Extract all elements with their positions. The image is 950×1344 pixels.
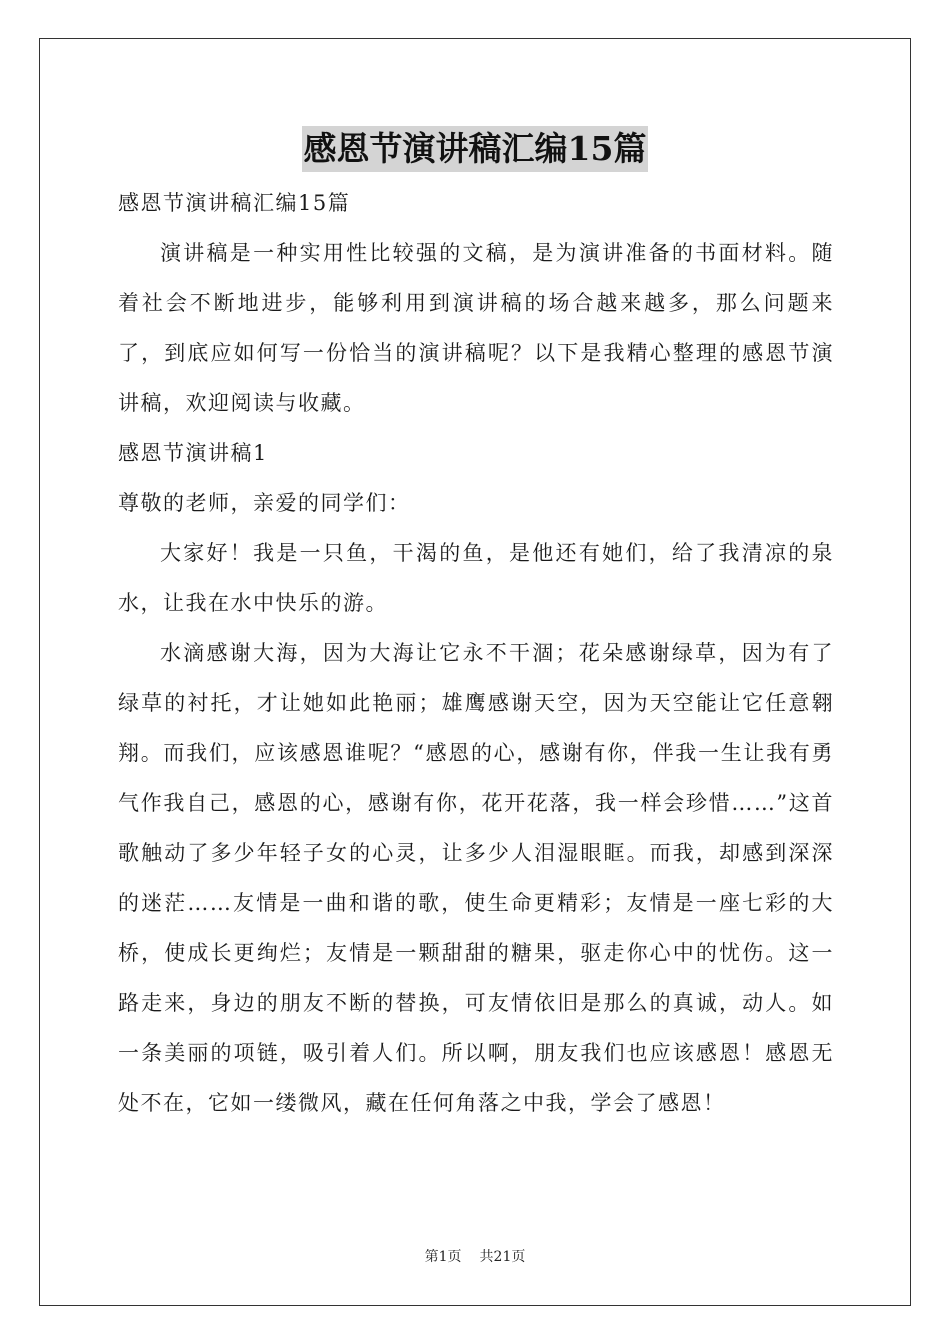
paragraph: 演讲稿是一种实用性比较强的文稿，是为演讲准备的书面材料。随着社会不断地进步，能够利用到演讲稿的场合越来越多，那么问题来了，到底应如何写一份恰当的演讲稿呢？以下是我精心整理的感恩节演讲稿，欢迎阅读与收藏。 [118,241,834,415]
paragraph: 尊敬的老师，亲爱的同学们： [118,491,411,515]
page-number: 第1页 [424,1249,462,1265]
paragraph: 感恩节演讲稿1 [118,441,268,465]
document-body [118,178,834,1128]
page-total: 共21页 [479,1249,526,1265]
page-footer [0,1246,950,1266]
document-title-text: 感恩节演讲稿汇编15篇 [302,126,649,172]
document-title [0,126,950,172]
paragraph: 大家好！我是一只鱼，干渴的鱼，是他还有她们，给了我清凉的泉水，让我在水中快乐的游。 [118,541,834,615]
paragraph: 水滴感谢大海，因为大海让它永不干涸；花朵感谢绿草，因为有了绿草的衬托，才让她如此艳丽；雄鹰感谢天空，因为天空能让它任意翱翔。而我们，应该感恩谁呢？“感恩的心，感谢有你，伴我一生让我有勇气作我自己，感恩的心，感谢有你，花开花落，我一样会珍惜……”这首歌触动了多少年轻子女的心灵，让多少人泪湿眼眶。而我，却感到深深的迷茫……友情是一曲和谐的歌，使生命更精彩；友情是一座七彩的大桥，使成长更绚烂；友情是一颗甜甜的糖果，驱走你心中的忧伤。这一路走来，身边的朋友不断的替换，可友情依旧是那么的真诚，动人。如一条美丽的项链，吸引着人们。所以啊，朋友我们也应该感恩！感恩无处不在，它如一缕微风，藏在任何角落之中我，学会了感恩！ [118,641,834,1115]
paragraph: 感恩节演讲稿汇编15篇 [118,191,351,215]
